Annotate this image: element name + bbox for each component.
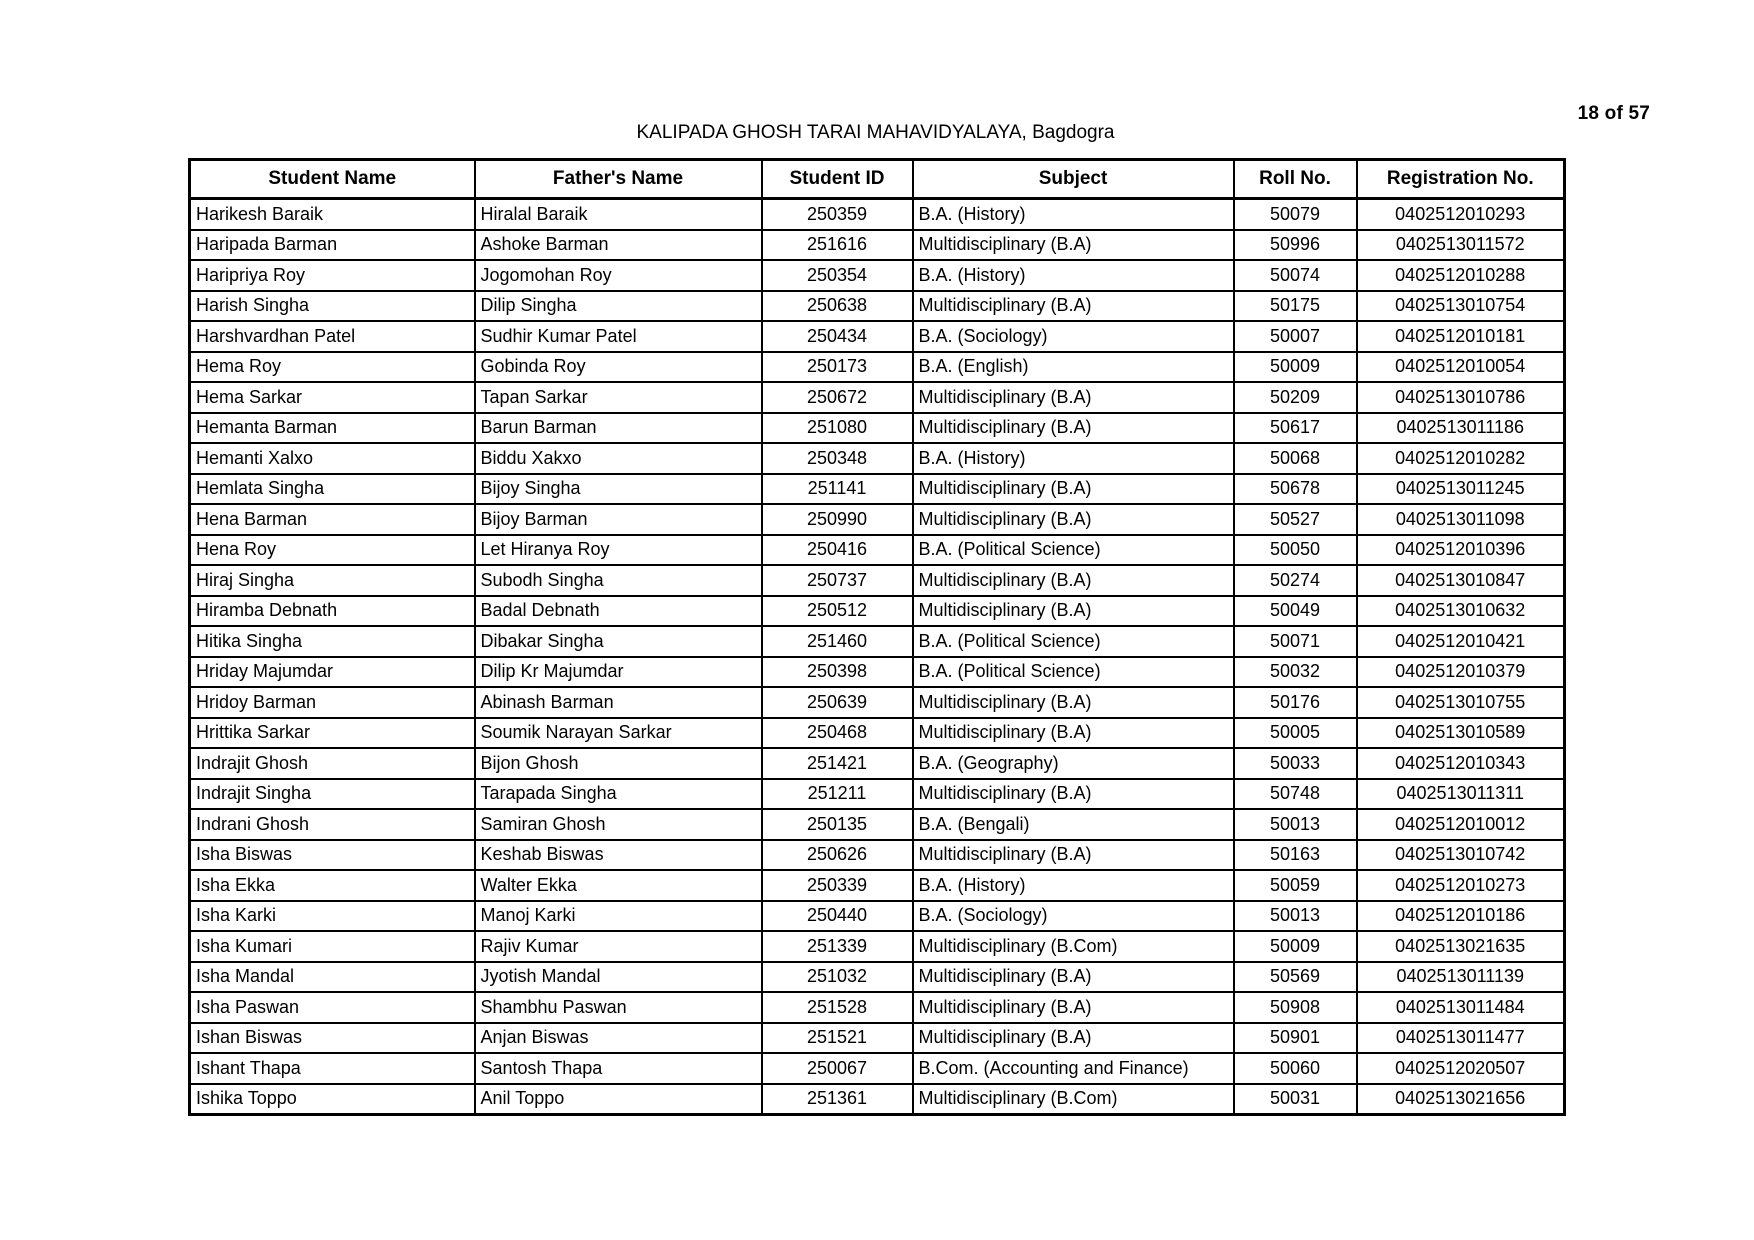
table-cell: Hriday Majumdar [190, 657, 475, 688]
table-cell: 0402513010632 [1357, 596, 1565, 627]
table-cell: Tapan Sarkar [475, 382, 762, 413]
table-cell: 0402512010396 [1357, 535, 1565, 566]
table-cell: 0402512010012 [1357, 809, 1565, 840]
table-cell: 251080 [762, 413, 913, 444]
table-cell: 50996 [1234, 230, 1357, 261]
table-row [190, 230, 1565, 261]
table-cell: Multidisciplinary (B.A) [913, 413, 1234, 444]
table-cell: 50678 [1234, 474, 1357, 505]
table-cell: Harish Singha [190, 291, 475, 322]
column-header: Registration No. [1357, 160, 1565, 199]
table-cell: 50033 [1234, 748, 1357, 779]
table-cell: B.A. (History) [913, 870, 1234, 901]
table-cell: Subodh Singha [475, 565, 762, 596]
page-number-indicator: 18 of 57 [1577, 103, 1650, 124]
table-cell: Hena Roy [190, 535, 475, 566]
table-cell: 250354 [762, 260, 913, 291]
table-cell: Multidisciplinary (B.A) [913, 291, 1234, 322]
table-row [190, 443, 1565, 474]
table-cell: 0402513011186 [1357, 413, 1565, 444]
table-cell: 250737 [762, 565, 913, 596]
table-cell: Indrajit Ghosh [190, 748, 475, 779]
column-header: Roll No. [1234, 160, 1357, 199]
table-cell: Harshvardhan Patel [190, 321, 475, 352]
table-cell: Isha Biswas [190, 840, 475, 871]
table-cell: Bijon Ghosh [475, 748, 762, 779]
table-cell: 250639 [762, 687, 913, 718]
table-cell: Samiran Ghosh [475, 809, 762, 840]
table-cell: Jyotish Mandal [475, 962, 762, 993]
table-row [190, 504, 1565, 535]
column-header: Student Name [190, 160, 475, 199]
table-cell: Tarapada Singha [475, 779, 762, 810]
table-cell: 250638 [762, 291, 913, 322]
table-cell: 250135 [762, 809, 913, 840]
table-cell: 50049 [1234, 596, 1357, 627]
table-cell: 250468 [762, 718, 913, 749]
table-cell: 251460 [762, 626, 913, 657]
table-row [190, 931, 1565, 962]
table-cell: 251361 [762, 1084, 913, 1115]
table-cell: 50908 [1234, 992, 1357, 1023]
table-cell: Ishant Thapa [190, 1053, 475, 1084]
table-cell: Multidisciplinary (B.A) [913, 840, 1234, 871]
table-cell: 0402513010786 [1357, 382, 1565, 413]
table-cell: Harikesh Baraik [190, 199, 475, 230]
table-cell: Dilip Kr Majumdar [475, 657, 762, 688]
table-cell: 50005 [1234, 718, 1357, 749]
column-header: Subject [913, 160, 1234, 199]
table-cell: B.A. (Political Science) [913, 535, 1234, 566]
table-cell: Ashoke Barman [475, 230, 762, 261]
table-cell: 0402512010379 [1357, 657, 1565, 688]
table-row [190, 535, 1565, 566]
table-cell: 50032 [1234, 657, 1357, 688]
table-cell: 250416 [762, 535, 913, 566]
table-cell: Badal Debnath [475, 596, 762, 627]
table-cell: Manoj Karki [475, 901, 762, 932]
table-row [190, 840, 1565, 871]
page-title: KALIPADA GHOSH TARAI MAHAVIDYALAYA, Bagdogra [636, 122, 1115, 143]
table-cell: Anil Toppo [475, 1084, 762, 1115]
table-cell: Ishan Biswas [190, 1023, 475, 1054]
table-row [190, 1023, 1565, 1054]
table-cell: 50163 [1234, 840, 1357, 871]
table-cell: Bijoy Barman [475, 504, 762, 535]
table-cell: 50175 [1234, 291, 1357, 322]
table-cell: 250672 [762, 382, 913, 413]
table-cell: Rajiv Kumar [475, 931, 762, 962]
table-row [190, 291, 1565, 322]
table-cell: B.A. (History) [913, 260, 1234, 291]
table-cell: Isha Ekka [190, 870, 475, 901]
table-cell: Haripada Barman [190, 230, 475, 261]
table-cell: Hemanta Barman [190, 413, 475, 444]
table-cell: 50209 [1234, 382, 1357, 413]
table-cell: Multidisciplinary (B.A) [913, 992, 1234, 1023]
table-cell: Barun Barman [475, 413, 762, 444]
table-cell: 0402512010282 [1357, 443, 1565, 474]
table-cell: Multidisciplinary (B.Com) [913, 931, 1234, 962]
table-cell: Let Hiranya Roy [475, 535, 762, 566]
table-cell: 0402512010293 [1357, 199, 1565, 230]
table-cell: Multidisciplinary (B.A) [913, 962, 1234, 993]
table-cell: 50074 [1234, 260, 1357, 291]
table-cell: Multidisciplinary (B.Com) [913, 1084, 1234, 1115]
table-header-row [190, 160, 1565, 199]
table-cell: Shambhu Paswan [475, 992, 762, 1023]
table-cell: B.A. (Political Science) [913, 657, 1234, 688]
table-cell: 250512 [762, 596, 913, 627]
table-cell: Dibakar Singha [475, 626, 762, 657]
table-cell: 0402513010755 [1357, 687, 1565, 718]
table-cell: 251421 [762, 748, 913, 779]
table-cell: 251616 [762, 230, 913, 261]
table-cell: Multidisciplinary (B.A) [913, 565, 1234, 596]
column-header: Student ID [762, 160, 913, 199]
table-cell: Hemlata Singha [190, 474, 475, 505]
table-row [190, 718, 1565, 749]
column-header: Father's Name [475, 160, 762, 199]
table-cell: 251211 [762, 779, 913, 810]
table-row [190, 382, 1565, 413]
table-cell: Multidisciplinary (B.A) [913, 718, 1234, 749]
table-cell: 0402513011484 [1357, 992, 1565, 1023]
table-cell: 50176 [1234, 687, 1357, 718]
table-cell: Multidisciplinary (B.A) [913, 779, 1234, 810]
table-row [190, 962, 1565, 993]
table-cell: 0402513010754 [1357, 291, 1565, 322]
table-cell: 0402513011139 [1357, 962, 1565, 993]
table-cell: Haripriya Roy [190, 260, 475, 291]
table-cell: 50060 [1234, 1053, 1357, 1084]
table-cell: Hema Roy [190, 352, 475, 383]
table-cell: B.A. (Sociology) [913, 321, 1234, 352]
table-cell: Ishika Toppo [190, 1084, 475, 1115]
table-cell: 0402513010742 [1357, 840, 1565, 871]
table-row [190, 474, 1565, 505]
table-row [190, 596, 1565, 627]
table-cell: 50013 [1234, 901, 1357, 932]
table-cell: Gobinda Roy [475, 352, 762, 383]
table-cell: 0402513010589 [1357, 718, 1565, 749]
table-cell: Anjan Biswas [475, 1023, 762, 1054]
table-cell: 0402512010186 [1357, 901, 1565, 932]
table-cell: Isha Mandal [190, 962, 475, 993]
table-row [190, 321, 1565, 352]
table-cell: 250173 [762, 352, 913, 383]
table-row [190, 565, 1565, 596]
table-cell: Isha Kumari [190, 931, 475, 962]
table-cell: 0402513021635 [1357, 931, 1565, 962]
table-row [190, 1053, 1565, 1084]
table-row [190, 199, 1565, 230]
table-cell: 50013 [1234, 809, 1357, 840]
table-cell: 50068 [1234, 443, 1357, 474]
table-cell: Multidisciplinary (B.A) [913, 382, 1234, 413]
table-cell: B.A. (Geography) [913, 748, 1234, 779]
table-cell: 50009 [1234, 931, 1357, 962]
table-row [190, 901, 1565, 932]
table-cell: Isha Karki [190, 901, 475, 932]
table-cell: Multidisciplinary (B.A) [913, 687, 1234, 718]
table-cell: B.A. (Bengali) [913, 809, 1234, 840]
table-cell: Indrani Ghosh [190, 809, 475, 840]
table-row [190, 413, 1565, 444]
table-row [190, 687, 1565, 718]
table-cell: B.A. (History) [913, 199, 1234, 230]
table-cell: 50569 [1234, 962, 1357, 993]
table-cell: 0402512010054 [1357, 352, 1565, 383]
table-cell: 0402513011572 [1357, 230, 1565, 261]
table-cell: Multidisciplinary (B.A) [913, 596, 1234, 627]
table-cell: 50079 [1234, 199, 1357, 230]
table-cell: Hiralal Baraik [475, 199, 762, 230]
table-cell: 0402512010288 [1357, 260, 1565, 291]
table-cell: 0402513021656 [1357, 1084, 1565, 1115]
table-cell: Santosh Thapa [475, 1053, 762, 1084]
table-cell: Multidisciplinary (B.A) [913, 1023, 1234, 1054]
table-cell: 50007 [1234, 321, 1357, 352]
table-row [190, 352, 1565, 383]
table-row [190, 1084, 1565, 1115]
table-row [190, 809, 1565, 840]
table-cell: Hitika Singha [190, 626, 475, 657]
table-cell: 50071 [1234, 626, 1357, 657]
table-cell: Keshab Biswas [475, 840, 762, 871]
table-cell: 250626 [762, 840, 913, 871]
table-cell: 250348 [762, 443, 913, 474]
table-cell: Soumik Narayan Sarkar [475, 718, 762, 749]
table-cell: 0402513011245 [1357, 474, 1565, 505]
table-cell: 50617 [1234, 413, 1357, 444]
table-cell: 0402513011477 [1357, 1023, 1565, 1054]
table-cell: B.Com. (Accounting and Finance) [913, 1053, 1234, 1084]
table-row [190, 626, 1565, 657]
table-cell: Walter Ekka [475, 870, 762, 901]
table-cell: Hiraj Singha [190, 565, 475, 596]
students-table [188, 158, 1566, 1116]
table-cell: 50527 [1234, 504, 1357, 535]
table-cell: Multidisciplinary (B.A) [913, 474, 1234, 505]
table-cell: B.A. (History) [913, 443, 1234, 474]
table-cell: 50901 [1234, 1023, 1357, 1054]
table-cell: Hemanti Xalxo [190, 443, 475, 474]
table-cell: Hema Sarkar [190, 382, 475, 413]
table-cell: 250067 [762, 1053, 913, 1084]
table-cell: Abinash Barman [475, 687, 762, 718]
table-row [190, 870, 1565, 901]
table-row [190, 657, 1565, 688]
table-cell: 250339 [762, 870, 913, 901]
table-row [190, 260, 1565, 291]
table-cell: 50031 [1234, 1084, 1357, 1115]
table-cell: 0402513011311 [1357, 779, 1565, 810]
table-cell: 251521 [762, 1023, 913, 1054]
table-cell: Isha Paswan [190, 992, 475, 1023]
table-cell: 251528 [762, 992, 913, 1023]
table-cell: B.A. (Political Science) [913, 626, 1234, 657]
table-cell: 50274 [1234, 565, 1357, 596]
table-cell: 251339 [762, 931, 913, 962]
table-cell: Multidisciplinary (B.A) [913, 230, 1234, 261]
table-cell: 250398 [762, 657, 913, 688]
table-cell: 251032 [762, 962, 913, 993]
table-cell: Biddu Xakxo [475, 443, 762, 474]
table-cell: 0402512010343 [1357, 748, 1565, 779]
table-cell: Dilip Singha [475, 291, 762, 322]
table-cell: 50050 [1234, 535, 1357, 566]
table-cell: Indrajit Singha [190, 779, 475, 810]
table-cell: Bijoy Singha [475, 474, 762, 505]
table-cell: 50009 [1234, 352, 1357, 383]
table-cell: 0402513010847 [1357, 565, 1565, 596]
table-cell: 50748 [1234, 779, 1357, 810]
table-cell: 251141 [762, 474, 913, 505]
table-row [190, 992, 1565, 1023]
table-cell: 250359 [762, 199, 913, 230]
table-cell: B.A. (Sociology) [913, 901, 1234, 932]
table-row [190, 779, 1565, 810]
table-cell: Hena Barman [190, 504, 475, 535]
table-cell: B.A. (English) [913, 352, 1234, 383]
table-row [190, 748, 1565, 779]
table-cell: 0402512020507 [1357, 1053, 1565, 1084]
table-cell: 250434 [762, 321, 913, 352]
table-cell: Jogomohan Roy [475, 260, 762, 291]
table-cell: Sudhir Kumar Patel [475, 321, 762, 352]
table-cell: Hrittika Sarkar [190, 718, 475, 749]
table-cell: 250440 [762, 901, 913, 932]
table-cell: 0402512010181 [1357, 321, 1565, 352]
table-cell: Hiramba Debnath [190, 596, 475, 627]
table-cell: Multidisciplinary (B.A) [913, 504, 1234, 535]
table-cell: 0402512010273 [1357, 870, 1565, 901]
table-cell: 250990 [762, 504, 913, 535]
table-cell: 0402512010421 [1357, 626, 1565, 657]
table-cell: Hridoy Barman [190, 687, 475, 718]
table-cell: 0402513011098 [1357, 504, 1565, 535]
table-cell: 50059 [1234, 870, 1357, 901]
